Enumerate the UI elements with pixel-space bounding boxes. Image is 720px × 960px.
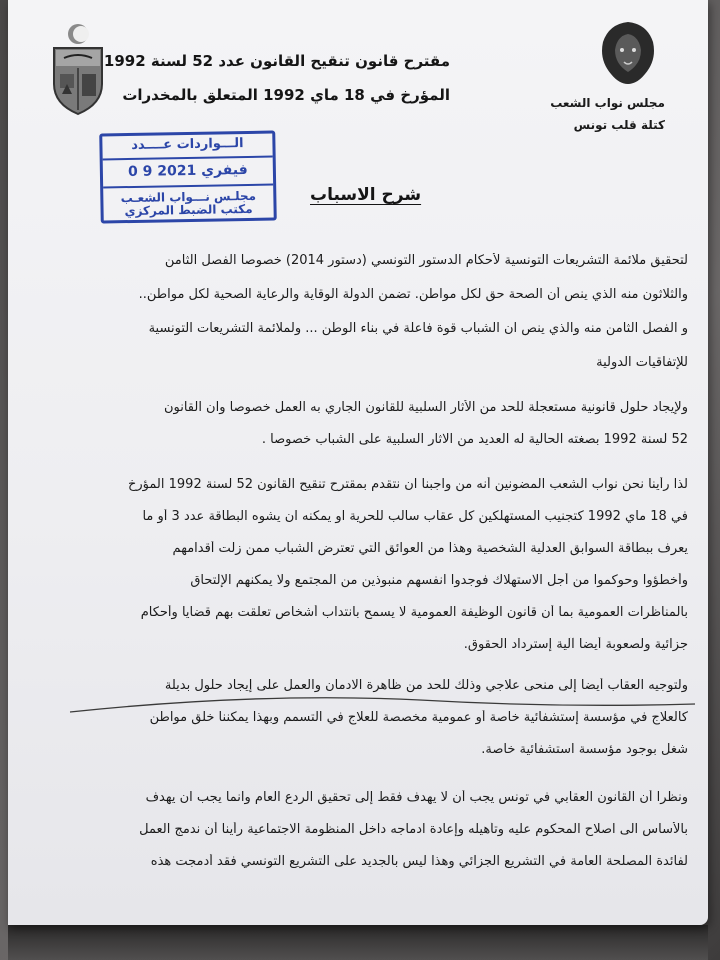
body-line: جزائية ولصعوبة أيضا آلية إسترداد الحقوق. (463, 637, 688, 652)
tunisia-coat-of-arms-icon (50, 22, 106, 118)
body-line: في 18 ماي 1992 كتجنيب المستهلكين كل عقاب سالب للحرية او يمكنه ان يشوه البطاقة عدد 3 أو ما (142, 509, 688, 524)
body-line: بالمناظرات العمومية بما أن قانون الوظيفة العمومية لا يسمح بانتداب أشخاص تعلقت بهم قضايا وأحكام (140, 605, 688, 620)
stamp-bureau-name: مكتب الضبط المركزي (124, 201, 253, 219)
party-bloc-name: كتلة قلب تونس (573, 118, 665, 132)
body-line: ونظرا أن القانون العقابي في تونس يجب أن لا يهدف فقط إلى تحقيق الردع العام وانما يجب ان يهدف (145, 790, 688, 805)
stamp-date: 0 9 فيفري 2021 (127, 161, 248, 181)
body-line: لتحقيق ملائمة التشريعات التونسية لأحكام الدستور التونسي (دستور 2014) خصوصا الفصل الثامن (164, 253, 688, 268)
document-title-line-1: مقترح قانون تنقيح القانون عدد 52 لسنة 1992 (103, 52, 450, 70)
body-line: ولتوجيه العقاب أيضا إلى منحى علاجي وذلك للحد من ظاهرة الادمان والعمل على إيجاد حلول بديلة (164, 678, 688, 693)
stamp-assembly-name: مجلـس نـــواب الشعـب (120, 188, 257, 206)
body-line: وأخطؤوا وحوكموا من أجل الاستهلاك فوجدوا انفسهم منبوذين من المجتمع ولا يمكنهم الإلتحاق (190, 573, 688, 588)
document-title-line-2: المؤرخ في 18 ماي 1992 المتعلق بالمخدرات (122, 86, 450, 104)
stamp-office (103, 190, 273, 219)
pen-underline-mark (60, 690, 700, 720)
body-line: كالعلاج في مؤسسة إستشفائية خاصة أو عمومية مخصصة للعلاج في التسمم وبهذا يمكننا خلق مواطن (149, 710, 688, 725)
body-line: 52 لسنة 1992 بصغته الحالية له العديد من الاثار السلبية على الشباب خصوصا . (261, 432, 688, 447)
body-line: يعرف ببطاقة السوابق العدلية الشخصية وهذا من العوائق التي تعترض الشباب ممن زلت أقدامهم (172, 541, 688, 556)
body-line: لفائدة المصلحة العامة في التشريع الجزائي وهذا ليس بالجديد على التشريع التونسي فقد أدمجت هذه (150, 854, 688, 869)
body-line: ولإيجاد حلول قانونية مستعجلة للحد من الأثار السلبية للقانون الجاري به العمل خصوصا وان القانون (163, 400, 688, 415)
body-line: شغل بوجود مؤسسة استشفائية خاصة. (481, 742, 688, 757)
body-line: للإتفاقيات الدولية (596, 355, 688, 370)
table-surface (8, 925, 708, 960)
stamp-incoming-label: الـــواردات عــــدد (131, 136, 244, 153)
parliament-name: مجلس نواب الشعب (550, 96, 665, 110)
body-line: لذا رأينا نحن نواب الشعب المضونين أنه من واجبنا ان نتقدم بمقترح تنقيح القانون 52 لسنة 1992 المؤرخ (128, 477, 688, 492)
body-line: و الفصل الثامن منه والذي ينص ان الشباب قوة فاعلة في بناء الوطن ... ولملائمة التشريعات التونسية (148, 321, 688, 336)
reception-stamp (99, 130, 277, 223)
body-line: بالأساس الى اصلاح المحكوم عليه وتأهيله وإعادة ادماجه داخل المنظومة الاجتماعية رأينا أن ندمج العمل (139, 822, 688, 837)
section-title: شرح الاسباب (310, 185, 422, 205)
lion-logo-icon (597, 20, 659, 86)
body-line: والثلاثون منه الذي ينص أن الصحة حق لكل مواطن. تضمن الدولة الوقاية والرعاية الصحية لكل مواطن.. (138, 287, 688, 302)
